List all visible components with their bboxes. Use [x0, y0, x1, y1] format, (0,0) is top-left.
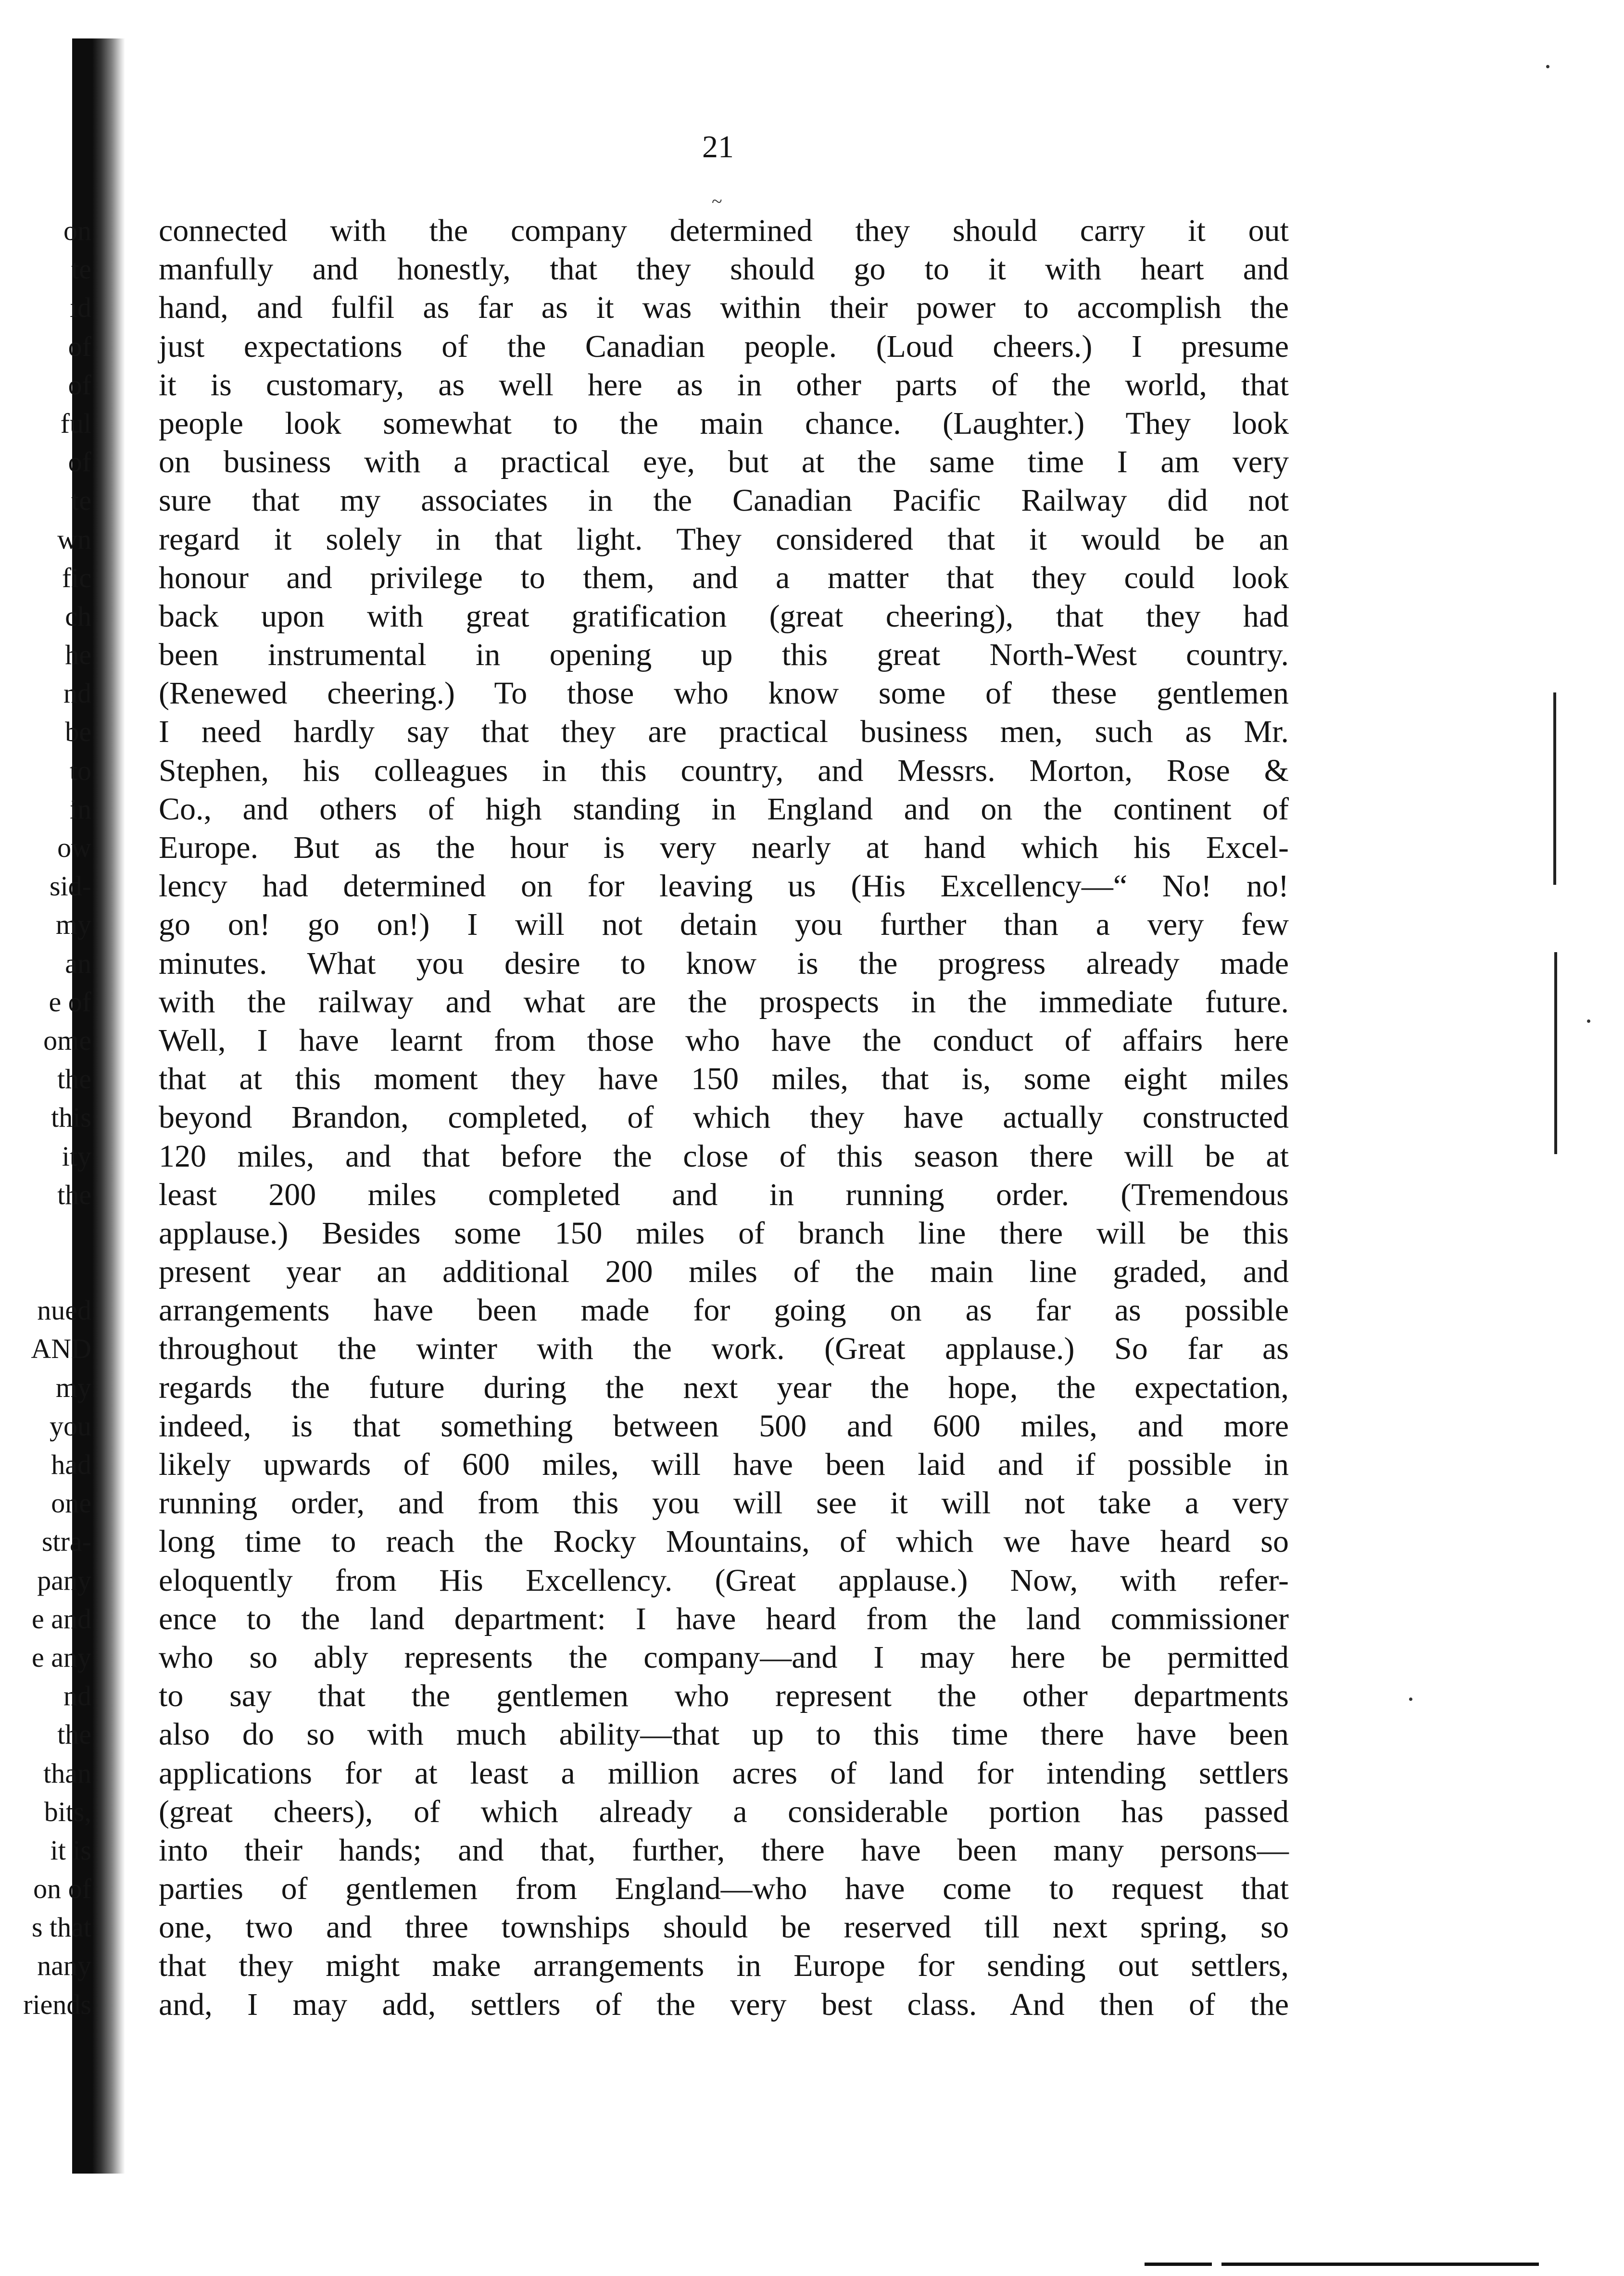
facing-page-fragment: ity — [62, 1140, 91, 1172]
scan-dot — [1546, 65, 1549, 68]
facing-page-fragment: e of — [49, 986, 91, 1018]
facing-page-fragment: the — [57, 1719, 91, 1750]
text-line: Co., and others of high standing in England and on the continent of — [159, 791, 1289, 827]
text-line: into their hands; and that, further, there have been many persons— — [159, 1832, 1289, 1868]
text-line: least 200 miles completed and in running order. (Tremendous — [159, 1177, 1289, 1212]
body-text — [159, 212, 1289, 2024]
text-line: running order, and from this you will see it will not take a very — [159, 1485, 1289, 1521]
text-line: arrangements have been made for going on as far as possible — [159, 1293, 1289, 1328]
text-line: likely upwards of 600 miles, will have been laid and if possible in — [159, 1447, 1289, 1482]
facing-page-fragment: sid- — [50, 870, 91, 902]
facing-page-fragment: my — [55, 909, 91, 941]
facing-page-fragment: nd — [63, 1680, 91, 1712]
text-line: long time to reach the Rocky Mountains, of which we have heard so — [159, 1524, 1289, 1559]
facing-page-fragment: on of — [33, 1873, 91, 1905]
scan-dot — [1587, 1019, 1590, 1023]
text-line: back upon with great gratification (great cheering), that they had — [159, 598, 1289, 634]
text-line: Europe. But as the hour is very nearly at hand which his Excel- — [159, 830, 1289, 865]
margin-mark — [1553, 692, 1556, 885]
text-line: (great cheers), of which already a considerable portion has passed — [159, 1794, 1289, 1829]
text-line: eloquently from His Excellency. (Great applause.) Now, with refer- — [159, 1562, 1289, 1598]
text-line: go on! go on!) I will not detain you further than a very few — [159, 907, 1289, 943]
text-line: to say that the gentlemen who represent the other departments — [159, 1678, 1289, 1714]
text-line: Stephen, his colleagues in this country, and Messrs. Morton, Rose & — [159, 753, 1289, 788]
facing-page-fragment: the — [57, 1063, 91, 1095]
facing-page-fragment: the — [57, 1179, 91, 1210]
text-line: indeed, is that something between 500 and 600 miles, and more — [159, 1408, 1289, 1444]
text-line: Well, I have learnt from those who have the conduct of affairs here — [159, 1022, 1289, 1058]
facing-page-fragment: my — [55, 1371, 91, 1403]
facing-page-fragment: wn — [57, 523, 91, 555]
facing-page-fragment: had — [51, 1449, 91, 1480]
text-line: that at this moment they have 150 miles, that is, some eight miles — [159, 1061, 1289, 1097]
facing-page-fragment: stra- — [41, 1526, 91, 1558]
text-line: applications for at least a million acres of land for intending settlers — [159, 1755, 1289, 1791]
facing-page-fragment: it is — [50, 1834, 91, 1866]
text-line: beyond Brandon, completed, of which they have actually constructed — [159, 1100, 1289, 1135]
text-line: sure that my associates in the Canadian Pacific Railway did not — [159, 483, 1289, 518]
facing-page-fragment: ıd — [69, 292, 91, 324]
text-line: I need hardly say that they are practical business men, such as Mr. — [159, 714, 1289, 750]
text-line: ence to the land department: I have heard from the land commissioner — [159, 1601, 1289, 1636]
text-line: been instrumental in opening up this great North-West country. — [159, 637, 1289, 673]
facing-page-fragment: e and — [32, 1603, 91, 1635]
text-line: honour and privilege to them, and a matter that they could look — [159, 560, 1289, 595]
facing-page-fragment — [0, 1253, 91, 1291]
margin-mark — [1554, 952, 1557, 1154]
facing-page-fragment: than — [43, 1757, 91, 1789]
facing-page-fragment: you — [50, 1410, 91, 1442]
facing-page-fragment: on — [63, 215, 91, 246]
text-line: regards the future during the next year the hope, the expectation, — [159, 1370, 1289, 1405]
text-line: parties of gentlemen from England—who have come to request that — [159, 1871, 1289, 1907]
text-line: minutes. What you desire to know is the progress already made — [159, 945, 1289, 981]
facing-page-fragment: te — [71, 253, 91, 285]
bottom-rule — [1221, 2263, 1539, 2266]
facing-page-fragment: nany — [37, 1950, 91, 1982]
facing-page-fragment: of — [68, 446, 91, 478]
facing-page-fragment — [0, 1214, 91, 1253]
text-line: also do so with much ability—that up to this time there have been — [159, 1717, 1289, 1752]
text-line: applause.) Besides some 150 miles of branch line there will be this — [159, 1215, 1289, 1251]
facing-page-fragment: ch — [65, 600, 91, 632]
bottom-rule — [1145, 2263, 1212, 2266]
facing-page-fragment: fic — [62, 562, 91, 593]
text-line: just expectations of the Canadian people. (Loud cheers.) I presume — [159, 328, 1289, 364]
page-ornament: ~ — [712, 190, 722, 212]
scan-dot — [1409, 1698, 1412, 1701]
facing-page-fragment: nd — [63, 678, 91, 709]
facing-page-fragment: te — [71, 485, 91, 516]
facing-page-fragment: of — [68, 330, 91, 362]
text-line: (Renewed cheering.) To those who know some of these gentlemen — [159, 676, 1289, 711]
facing-page-fragment: of — [68, 369, 91, 401]
text-line: present year an additional 200 miles of the main line graded, and — [159, 1254, 1289, 1290]
facing-page-fragment: bits, — [44, 1796, 91, 1827]
text-line: on business with a practical eye, but at the same time I am very — [159, 444, 1289, 480]
page-number: 21 — [702, 129, 734, 164]
facing-page-fragment: AND — [31, 1333, 91, 1365]
text-line: it is customary, as well here as in other parts of the world, that — [159, 367, 1289, 402]
facing-page-fragment: ome — [43, 1024, 91, 1056]
facing-page-fragment: be — [65, 716, 91, 748]
text-line: who so ably represents the company—and I may here be permitted — [159, 1639, 1289, 1675]
text-line: lency had determined on for leaving us (His Excellency—“ No! no! — [159, 868, 1289, 904]
facing-page-fragments — [0, 212, 91, 2024]
facing-page-fragment: an — [65, 947, 91, 979]
facing-page-fragment: nued — [37, 1295, 91, 1326]
text-line: manfully and honestly, that they should go to it with heart and — [159, 251, 1289, 287]
text-line: that they might make arrangements in Europe for sending out settlers, — [159, 1948, 1289, 1984]
facing-page-fragment: ful — [60, 407, 91, 439]
facing-page-fragment: he — [65, 639, 91, 671]
facing-page-fragment: ow — [57, 832, 91, 863]
text-line: with the railway and what are the prospects in the immediate future. — [159, 984, 1289, 1019]
text-line: connected with the company determined they should carry it out — [159, 213, 1289, 248]
facing-page-fragment: riends — [23, 1988, 91, 2020]
facing-page-fragment: one — [51, 1487, 91, 1519]
facing-page-fragment: s that — [31, 1911, 91, 1943]
facing-page-fragment: e any — [32, 1641, 91, 1673]
facing-page-fragment: this — [51, 1102, 91, 1133]
text-line: hand, and fulfil as far as it was within their power to accomplish the — [159, 290, 1289, 326]
facing-page-fragment: in — [69, 793, 91, 825]
text-line: one, two and three townships should be reserved till next spring, so — [159, 1910, 1289, 1945]
text-line: and, I may add, settlers of the very best class. And then of the — [159, 1987, 1289, 2022]
facing-page-fragment: to — [69, 754, 91, 786]
text-line: regard it solely in that light. They considered that it would be an — [159, 521, 1289, 557]
text-line: throughout the winter with the work. (Great applause.) So far as — [159, 1331, 1289, 1367]
facing-page-fragment: pany — [37, 1564, 91, 1596]
text-line: 120 miles, and that before the close of this season there will be at — [159, 1138, 1289, 1174]
text-line: people look somewhat to the main chance. (Laughter.) They look — [159, 405, 1289, 441]
